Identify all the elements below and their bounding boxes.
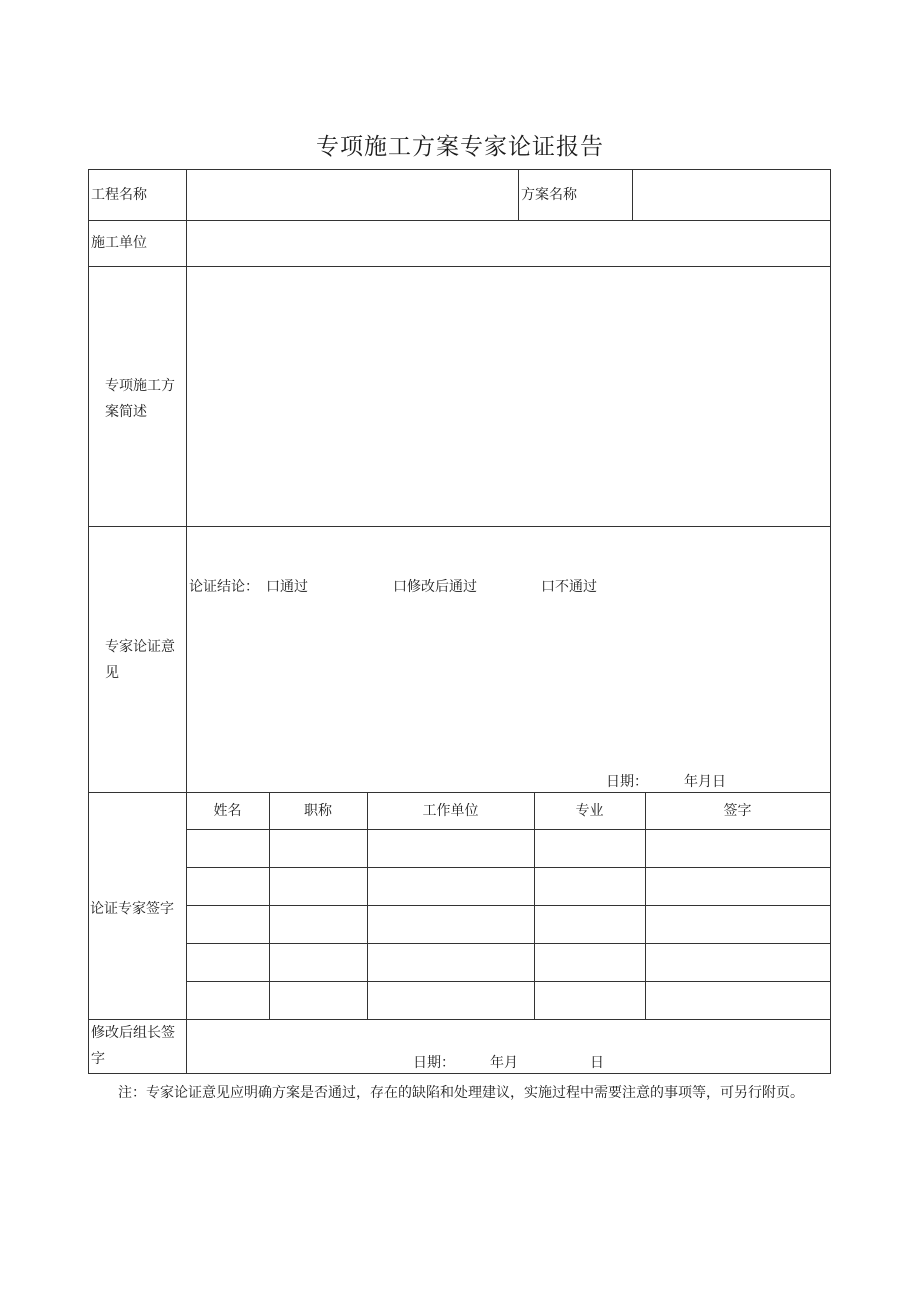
page-title: 专项施工方案专家论证报告 — [316, 134, 604, 160]
option-pass-checkbox[interactable]: 口通过 — [266, 579, 308, 595]
leader-date-day: 日 — [590, 1055, 604, 1071]
option-pass-after-revision-checkbox[interactable]: 口修改后通过 — [393, 579, 477, 595]
opinion-date-label: 日期： — [606, 774, 648, 790]
leader-signature-label: 修改后组长签字 — [91, 1025, 175, 1067]
header-specialty: 专业 — [575, 803, 604, 819]
expert-opinion-label: 专家论证意见 — [105, 639, 175, 681]
construction-unit-label: 施工单位 — [91, 235, 147, 251]
expert-signatures-label: 论证专家签字 — [90, 901, 174, 917]
header-signature: 签字 — [723, 803, 752, 819]
plan-name-label: 方案名称 — [521, 187, 577, 203]
header-work-unit: 工作单位 — [422, 803, 479, 819]
option-fail-checkbox[interactable]: 口不通过 — [541, 579, 597, 595]
leader-date-year-month: 年月 — [490, 1055, 518, 1071]
leader-date-label: 日期： — [413, 1055, 455, 1071]
conclusion-label: 论证结论： — [189, 579, 259, 595]
header-name: 姓名 — [213, 803, 242, 819]
project-name-label: 工程名称 — [91, 187, 147, 203]
plan-summary-label: 专项施工方案简述 — [105, 378, 175, 420]
header-title: 职称 — [304, 803, 332, 819]
footnote: 注：专家论证意见应明确方案是否通过，存在的缺陷和处理建议，实施过程中需要注意的事项等，可另行附页。 — [118, 1085, 804, 1101]
opinion-date-ymd: 年月日 — [684, 774, 726, 790]
